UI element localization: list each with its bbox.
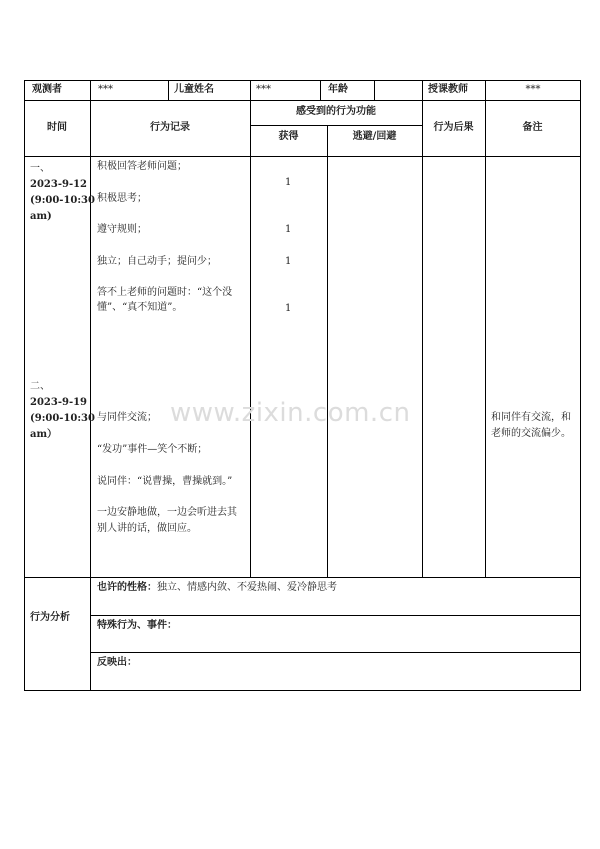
session-1-record-1: 积极回答老师问题； [97,161,187,172]
row-divider-header [24,100,581,101]
col-divider-time [90,80,91,691]
col-divider-childname [168,80,169,101]
analysis-label: 行为分析 [30,612,70,623]
session-1-record-4: 独立；自己动手；提问少； [97,256,217,267]
row-divider-special [90,652,581,653]
session-1-time-line1: (9:00-10:30 [30,195,95,206]
session-1-record-5-line2: 懂”、“真不知道”。 [97,302,183,313]
row-divider-function-sub [250,125,422,126]
record-column-header: 行为记录 [150,122,190,133]
col-divider-consequence [485,80,486,578]
col-divider-function [422,80,423,578]
teacher-value: *** [525,84,541,95]
col-divider-gain [327,125,328,578]
col-divider-agevalue [374,80,375,101]
session-1-index: 一、 [30,163,50,174]
special-events-label: 特殊行为、事件： [97,620,177,631]
session-2-record-4-line1: 一边安静地做，一边会听进去其 [97,507,237,518]
table-border-left [24,80,25,691]
row-divider-analysis [24,577,581,578]
avoid-column-header: 逃避/回避 [352,131,397,142]
reflect-label: 反映出： [97,657,137,668]
consequence-column-header: 行为后果 [433,122,474,133]
session-2-index: 二、 [30,381,50,392]
observer-value: *** [98,84,113,95]
table-border-bottom [24,690,581,691]
session-2-note-line1: 和同伴有交流，和 [491,412,571,423]
personality-row [97,581,337,595]
session-2-time-line1: (9:00-10:30 [30,413,95,424]
table-border-top [24,80,581,81]
time-column-header: 时间 [47,122,67,133]
child-name-value: *** [256,84,271,95]
gain-column-header: 获得 [278,131,299,142]
session-1-record-5-line1: 答不上老师的问题时：“这个没 [97,287,233,298]
session-1-record-4-gain: 1 [285,256,292,267]
session-1-date: 2023-9-12 [30,179,88,190]
session-1-record-5-gain: 1 [285,303,292,314]
session-1-record-3-gain: 1 [285,224,292,235]
age-label: 年龄 [328,84,348,95]
function-group-header: 感受到的行为功能 [296,106,376,117]
watermark-text: www.zixin.com.cn [170,398,411,428]
session-2-time-line2: am） [30,429,58,440]
personality-label: 也许的性格： [97,582,157,593]
personality-value: 独立、情感内敛、不爱热闹、爱冷静思考 [157,582,337,593]
session-2-record-2: “发功”事件—笑个不断； [97,444,208,455]
col-divider-record [250,80,251,578]
session-1-record-1-gain: 1 [285,177,292,188]
session-2-note-line2: 老师的交流偏少。 [491,428,571,439]
session-1-record-2: 积极思考； [97,193,147,204]
note-column-header: 备注 [522,122,543,133]
teacher-label: 授课教师 [428,84,468,95]
session-2-date: 2023-9-19 [30,397,88,408]
col-divider-age [320,80,321,101]
session-1-time-line2: am) [30,211,52,222]
table-border-right [580,80,581,691]
session-1-record-3: 遵守规则； [97,224,147,235]
child-name-label: 儿童姓名 [174,84,214,95]
session-2-record-3: 说同伴：“说曹操，曹操就到。” [97,476,233,487]
row-divider-personality [90,615,581,616]
observer-label: 观测者 [32,84,62,95]
session-2-record-4-line2: 别人讲的话，做回应。 [97,523,197,534]
row-divider-column-heads [24,156,581,157]
session-2-record-1: 与同伴交流； [97,412,157,423]
